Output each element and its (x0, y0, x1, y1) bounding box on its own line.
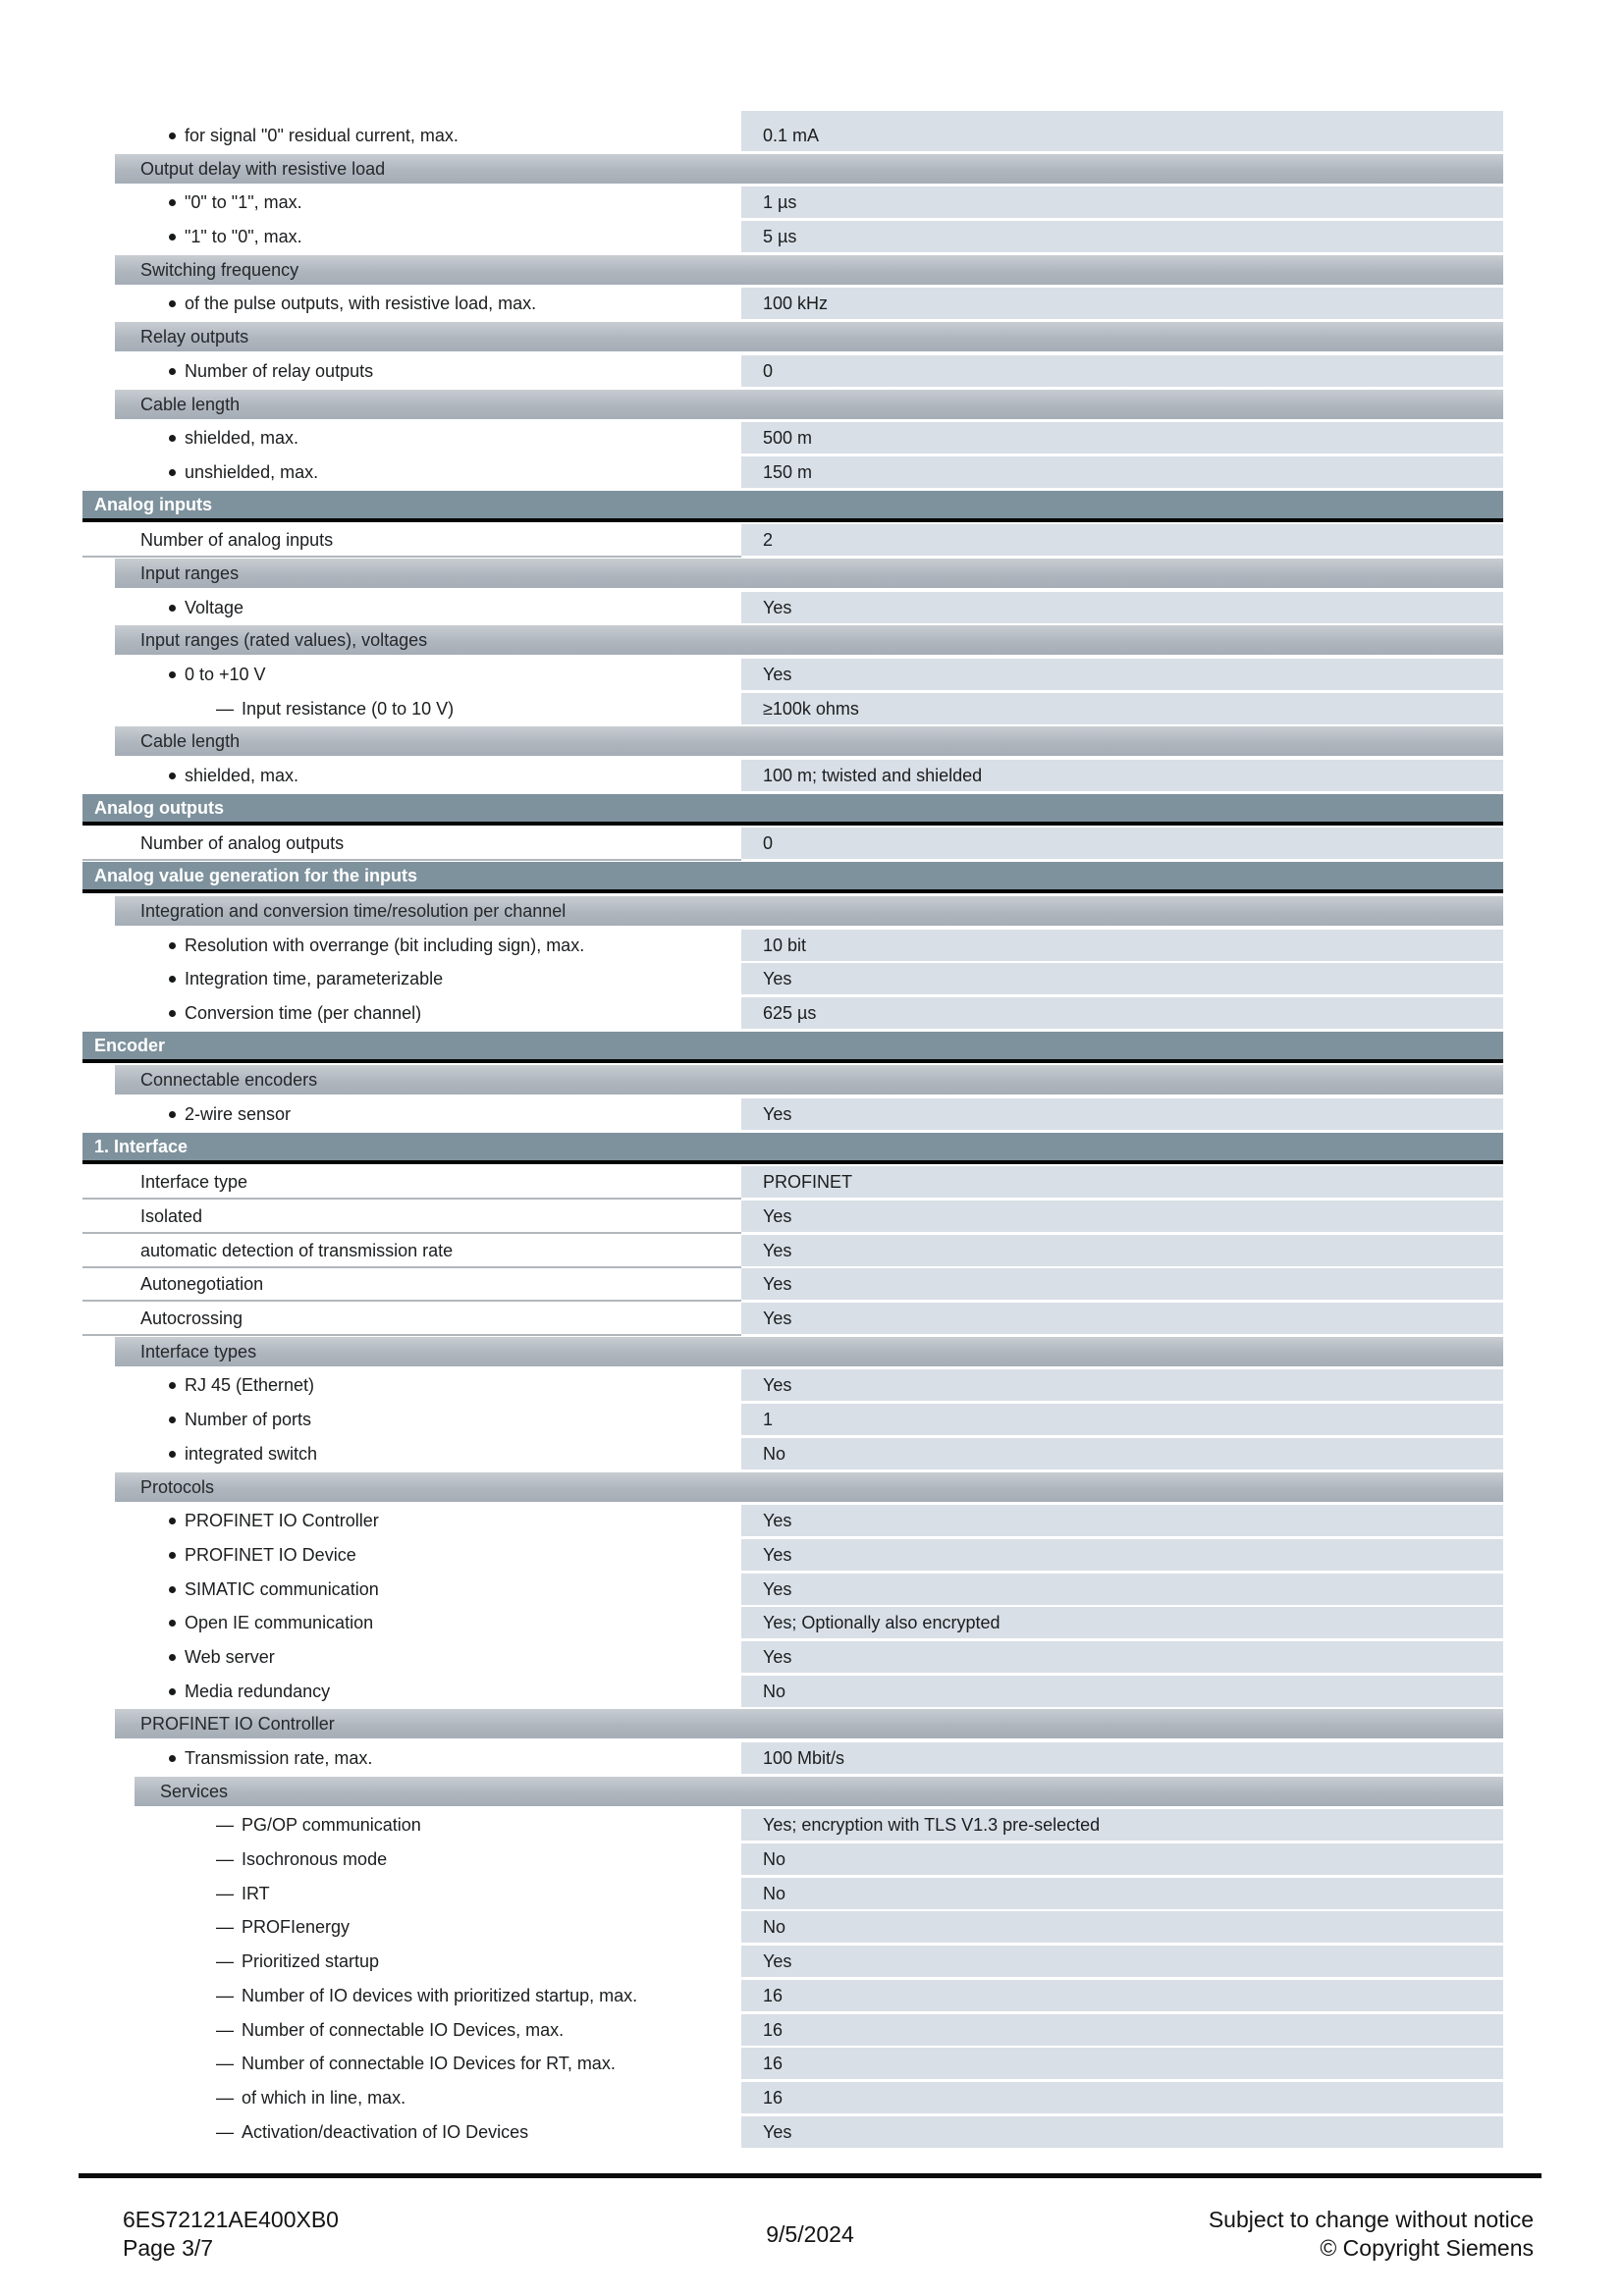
spec-label (82, 1742, 741, 1774)
spec-label-text: Activation/deactivation of IO Devices (242, 2121, 529, 2142)
spec-label-text: 0 to +10 V (185, 665, 266, 684)
dash-icon: — (216, 2054, 234, 2074)
spec-label-text: Number of relay outputs (185, 360, 374, 381)
dash-icon: — (216, 2121, 234, 2142)
spec-label-text: Number of connectable IO Devices, max. (242, 2019, 565, 2040)
spec-row (82, 1369, 1503, 1401)
spec-label (82, 1098, 741, 1130)
subsection-header: Interface types (115, 1337, 1503, 1366)
bullet-icon (169, 1688, 176, 1695)
bullet-icon (169, 199, 176, 206)
spec-label-text: of the pulse outputs, with resistive load, max. (185, 294, 537, 314)
spec-label (82, 997, 741, 1029)
spec-row (82, 1742, 1503, 1774)
spec-label (82, 1166, 741, 1198)
spec-label (82, 1303, 741, 1334)
bullet-icon (169, 234, 176, 240)
spec-value: Yes (741, 2116, 1503, 2148)
spec-value: Yes (741, 1201, 1503, 1232)
spec-row (82, 1235, 1503, 1266)
spec-row (82, 1980, 1503, 2011)
spec-row (82, 659, 1503, 690)
spec-row (82, 1166, 1503, 1198)
spec-row (82, 456, 1503, 488)
spec-label-text: Prioritized startup (242, 1951, 380, 1972)
spec-value: 16 (741, 2014, 1503, 2046)
spec-row (82, 2048, 1503, 2079)
section-header: Analog outputs (82, 794, 1503, 826)
bullet-icon (169, 1111, 176, 1118)
spec-label-text: "1" to "0", max. (185, 227, 302, 247)
spec-value: Yes (741, 659, 1503, 690)
spec-row (82, 1676, 1503, 1707)
dash-icon: — (216, 1815, 234, 1836)
spec-value: ≥100k ohms (741, 693, 1503, 724)
spec-row (82, 1809, 1503, 1841)
spec-label-text: RJ 45 (Ethernet) (185, 1375, 315, 1396)
spec-row (82, 355, 1503, 387)
bullet-icon (169, 1620, 176, 1627)
spec-value: Yes (741, 1641, 1503, 1673)
copyright: © Copyright Siemens (1320, 2235, 1534, 2261)
spec-label-text: Resolution with overrange (bit including sign), max. (185, 934, 585, 955)
dash-icon: — (216, 698, 234, 719)
spec-label-text: shielded, max. (185, 428, 299, 449)
spec-row (82, 592, 1503, 623)
spec-value: No (741, 1843, 1503, 1875)
spec-row (82, 1641, 1503, 1673)
spec-row (82, 1539, 1503, 1571)
spec-row (82, 187, 1503, 218)
spec-label (82, 288, 741, 319)
spec-value: Yes (741, 592, 1503, 623)
spec-label (82, 828, 741, 859)
spec-value: Yes (741, 1539, 1503, 1571)
spec-label-text: "0" to "1", max. (185, 192, 302, 213)
spec-table (82, 120, 1503, 2150)
spec-label-text: Number of ports (185, 1410, 312, 1430)
spec-value: 2 (741, 524, 1503, 556)
spec-label (82, 1201, 741, 1232)
spec-row (82, 1574, 1503, 1605)
spec-value: 0 (741, 828, 1503, 859)
spec-label-text: Autocrossing (140, 1308, 243, 1329)
spec-row (82, 2082, 1503, 2113)
spec-value: 0.1 mA (741, 120, 1503, 151)
bullet-icon (169, 300, 176, 307)
footer-date: 9/5/2024 (766, 2221, 854, 2247)
spec-label (82, 1676, 741, 1707)
spec-label-text: Isochronous mode (242, 1849, 388, 1870)
spec-row (82, 693, 1503, 724)
spec-row (82, 963, 1503, 994)
spec-label-text: Number of connectable IO Devices for RT, max. (242, 2054, 616, 2074)
spec-label-text: Number of analog inputs (140, 530, 334, 551)
bullet-icon (169, 1416, 176, 1423)
subsection-header: Connectable encoders (115, 1065, 1503, 1095)
spec-label-text: Media redundancy (185, 1681, 331, 1701)
spec-label-text: Open IE communication (185, 1613, 374, 1633)
spec-label (82, 221, 741, 252)
spec-label-text: PROFINET IO Device (185, 1544, 356, 1565)
spec-label-text: Integration time, parameterizable (185, 969, 444, 989)
spec-label (82, 1574, 741, 1605)
section-header: Encoder (82, 1032, 1503, 1063)
subsection-header: Input ranges (rated values), voltages (115, 625, 1503, 655)
spec-label (82, 1438, 741, 1469)
bullet-icon (169, 1654, 176, 1661)
spec-row (82, 2116, 1503, 2148)
bullet-icon (169, 942, 176, 949)
spec-label-text: PROFINET IO Controller (185, 1511, 379, 1531)
spec-label (82, 963, 741, 994)
spec-value: Yes (741, 1505, 1503, 1536)
spec-label (82, 422, 741, 454)
bullet-icon (169, 671, 176, 678)
bullet-icon (169, 1755, 176, 1762)
bullet-icon (169, 469, 176, 476)
spec-value: No (741, 1438, 1503, 1469)
spec-value: Yes (741, 963, 1503, 994)
spec-row (82, 1607, 1503, 1638)
page-number: Page 3/7 (123, 2235, 214, 2261)
spec-row (82, 1404, 1503, 1435)
spec-label (82, 1539, 741, 1571)
spec-value: 625 µs (741, 997, 1503, 1029)
spec-label-text: IRT (242, 1883, 270, 1903)
bullet-icon (169, 976, 176, 983)
spec-label-text: Conversion time (per channel) (185, 1002, 422, 1023)
spec-label (82, 693, 741, 724)
footer-divider (79, 2173, 1542, 2178)
spec-label (82, 187, 741, 218)
spec-label-text: Autonegotiation (140, 1274, 264, 1295)
bullet-icon (169, 1451, 176, 1458)
spec-row (82, 2014, 1503, 2046)
spec-label (82, 1641, 741, 1673)
spec-value: Yes (741, 1946, 1503, 1977)
spec-label (82, 1946, 741, 1977)
spec-label-text: integrated switch (185, 1443, 318, 1464)
spec-label (82, 2048, 741, 2079)
dash-icon: — (216, 2019, 234, 2040)
spec-value: PROFINET (741, 1166, 1503, 1198)
spec-value: Yes; Optionally also encrypted (741, 1607, 1503, 1638)
spec-label-text: PROFIenergy (242, 1917, 351, 1938)
dash-icon: — (216, 1951, 234, 1972)
subsection-header: Integration and conversion time/resolution per channel (115, 896, 1503, 926)
spec-label (82, 1843, 741, 1875)
spec-label-text: of which in line, max. (242, 2087, 406, 2108)
dash-icon: — (216, 1917, 234, 1938)
spec-label (82, 1369, 741, 1401)
spec-value: 500 m (741, 422, 1503, 454)
spec-label-text: automatic detection of transmission rate (140, 1240, 454, 1260)
spec-label-text: Input resistance (0 to 10 V) (242, 698, 455, 719)
spec-row (82, 524, 1503, 556)
spec-row (82, 1201, 1503, 1232)
spec-value: 16 (741, 2082, 1503, 2113)
bullet-icon (169, 1518, 176, 1524)
bullet-icon (169, 605, 176, 612)
bullet-icon (169, 1382, 176, 1389)
spec-label (82, 1878, 741, 1909)
change-notice: Subject to change without notice (1208, 2207, 1534, 2232)
spec-label (82, 2014, 741, 2046)
spec-row (82, 1946, 1503, 1977)
spec-row (82, 1098, 1503, 1130)
spec-row (82, 120, 1503, 151)
subsection-header: Cable length (115, 726, 1503, 756)
dash-icon: — (216, 1883, 234, 1903)
dash-icon: — (216, 1985, 234, 2005)
section-header: 1. Interface (82, 1133, 1503, 1164)
spec-value: 150 m (741, 456, 1503, 488)
subsection-header: Services (135, 1777, 1503, 1806)
subsection-header: Protocols (115, 1472, 1503, 1502)
spec-label-text: Interface type (140, 1172, 248, 1193)
footer-right (1209, 2206, 1534, 2263)
spec-value: 100 kHz (741, 288, 1503, 319)
dash-icon: — (216, 2087, 234, 2108)
spec-row (82, 930, 1503, 961)
spec-value: Yes (741, 1574, 1503, 1605)
spec-label-text: unshielded, max. (185, 461, 319, 482)
spec-label (82, 456, 741, 488)
spec-value: 0 (741, 355, 1503, 387)
spec-value: Yes (741, 1369, 1503, 1401)
spec-row (82, 221, 1503, 252)
bullet-icon (169, 773, 176, 779)
spec-value: No (741, 1676, 1503, 1707)
spec-value: Yes (741, 1268, 1503, 1300)
spec-value: 100 Mbit/s (741, 1742, 1503, 1774)
spec-row (82, 1878, 1503, 1909)
bullet-icon (169, 1586, 176, 1593)
spec-label (82, 120, 741, 151)
spec-label-text: Voltage (185, 597, 244, 617)
spec-row (82, 1505, 1503, 1536)
spec-label (82, 659, 741, 690)
spec-label (82, 760, 741, 791)
bullet-icon (169, 435, 176, 442)
subsection-header: Output delay with resistive load (115, 154, 1503, 184)
spec-label (82, 1980, 741, 2011)
section-header: Analog inputs (82, 491, 1503, 522)
spec-value: Yes (741, 1303, 1503, 1334)
spec-value: 10 bit (741, 930, 1503, 961)
section-header: Analog value generation for the inputs (82, 862, 1503, 893)
spec-value: No (741, 1878, 1503, 1909)
subsection-header: Input ranges (115, 559, 1503, 588)
bullet-icon (169, 368, 176, 375)
spec-label (82, 524, 741, 556)
spec-label-text: Isolated (140, 1206, 203, 1226)
subsection-header: Switching frequency (115, 255, 1503, 285)
spec-label-text: Number of IO devices with prioritized startup, max. (242, 1985, 638, 2005)
spec-label (82, 1268, 741, 1300)
spec-row (82, 288, 1503, 319)
spec-value: No (741, 1911, 1503, 1943)
spec-label-text: shielded, max. (185, 766, 299, 786)
spec-value: Yes (741, 1098, 1503, 1130)
spec-label (82, 930, 741, 961)
spec-value: 1 (741, 1404, 1503, 1435)
spec-value: Yes; encryption with TLS V1.3 pre-selected (741, 1809, 1503, 1841)
spec-row (82, 1303, 1503, 1334)
spec-row (82, 1268, 1503, 1300)
bullet-icon (169, 133, 176, 139)
spec-label (82, 1404, 741, 1435)
spec-label-text: Web server (185, 1646, 275, 1667)
spec-label (82, 592, 741, 623)
spec-value: 16 (741, 2048, 1503, 2079)
spec-label (82, 2082, 741, 2113)
spec-row (82, 828, 1503, 859)
spec-label (82, 1235, 741, 1266)
subsection-header: Relay outputs (115, 322, 1503, 351)
spec-label (82, 1911, 741, 1943)
bullet-icon (169, 1552, 176, 1559)
spec-row (82, 422, 1503, 454)
spec-value: 100 m; twisted and shielded (741, 760, 1503, 791)
bullet-icon (169, 1010, 176, 1017)
spec-row (82, 760, 1503, 791)
spec-label-text: SIMATIC communication (185, 1578, 379, 1599)
spec-label-text: Transmission rate, max. (185, 1748, 373, 1768)
spec-row (82, 997, 1503, 1029)
spec-label (82, 1607, 741, 1638)
spec-value: Yes (741, 1235, 1503, 1266)
product-code: 6ES72121AE400XB0 (123, 2207, 339, 2232)
spec-label (82, 1505, 741, 1536)
spec-label (82, 2116, 741, 2148)
subsection-header: Cable length (115, 390, 1503, 419)
spec-label-text: Number of analog outputs (140, 833, 345, 854)
spec-value: 5 µs (741, 221, 1503, 252)
spec-row (82, 1438, 1503, 1469)
spec-row (82, 1911, 1503, 1943)
spec-value: 16 (741, 1980, 1503, 2011)
spec-label-text: 2-wire sensor (185, 1103, 292, 1124)
spec-label-text: PG/OP communication (242, 1815, 421, 1836)
subsection-header: PROFINET IO Controller (115, 1709, 1503, 1738)
dash-icon: — (216, 1849, 234, 1870)
spec-label (82, 355, 741, 387)
spec-row (82, 1843, 1503, 1875)
spec-label (82, 1809, 741, 1841)
spec-value: 1 µs (741, 187, 1503, 218)
spec-label-text: for signal "0" residual current, max. (185, 126, 459, 145)
